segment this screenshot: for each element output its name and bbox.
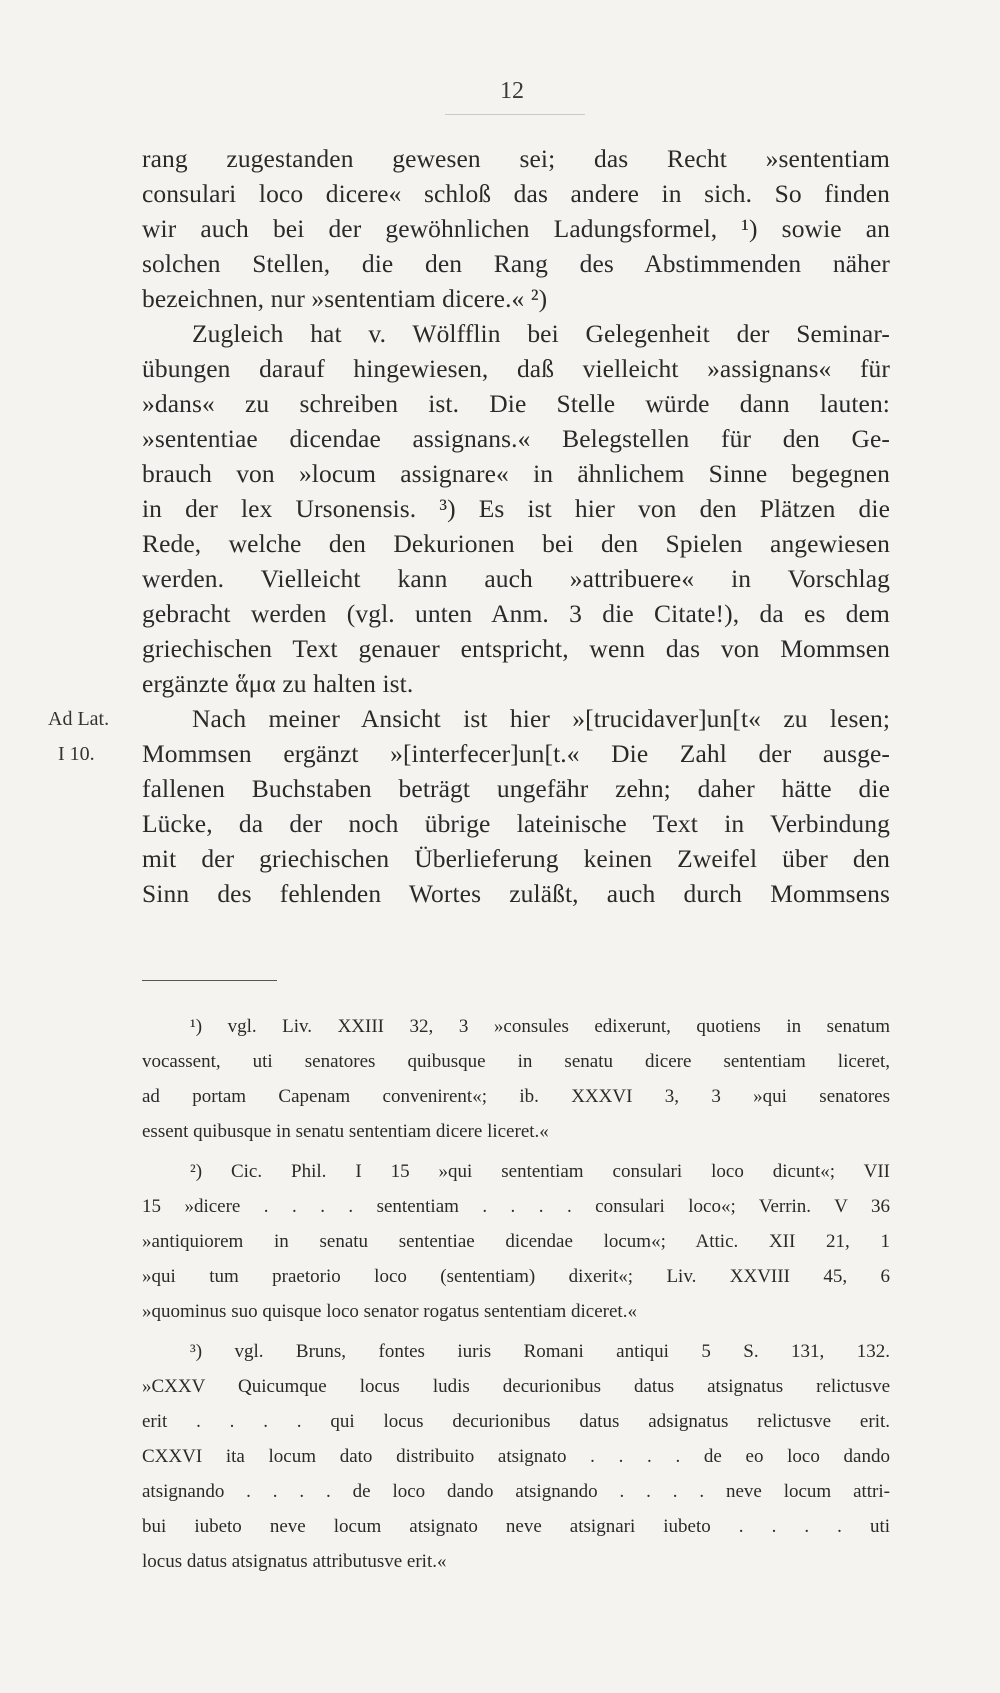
footnote-line: »qui tum praetorio loco (sententiam) dixerit«; Liv. XXVIII 45, 6	[142, 1266, 890, 1287]
body-line: Mommsen ergänzt »[interfecer]un[t.« Die Zahl der ausge-	[142, 739, 890, 768]
body-line: Sinn des fehlenden Wortes zuläßt, auch durch Mommsens	[142, 879, 890, 908]
footnote-line: »antiquiorem in senatu sententiae dicendae locum«; Attic. XII 21, 1	[142, 1231, 890, 1252]
body-line: »dans« zu schreiben ist. Die Stelle würde dann lauten:	[142, 389, 890, 418]
footnote-line: bui iubeto neve locum atsignato neve atsignari iubeto . . . . uti	[142, 1516, 890, 1537]
footnote-line: CXXVI ita locum dato distribuito atsignato . . . . de eo loco dando	[142, 1446, 890, 1467]
body-line: griechischen Text genauer entspricht, wenn das von Mommsen	[142, 634, 890, 663]
body-line: rang zugestanden gewesen sei; das Recht »sententiam	[142, 144, 890, 173]
body-line: übungen darauf hingewiesen, daß vielleicht »assignans« für	[142, 354, 890, 383]
body-line: wir auch bei der gewöhnlichen Ladungsformel, ¹) sowie an	[142, 214, 890, 243]
body-line: solchen Stellen, die den Rang des Abstimmenden näher	[142, 249, 890, 278]
body-line: Rede, welche den Dekurionen bei den Spielen angewiesen	[142, 529, 890, 558]
body-line: bezeichnen, nur »sententiam dicere.« ²)	[142, 284, 548, 313]
body-line: brauch von »locum assignare« in ähnlichem Sinne begegnen	[142, 459, 890, 488]
footnote-line: »quominus suo quisque loco senator rogatus sententiam diceret.«	[142, 1301, 637, 1322]
body-line: »sententiae dicendae assignans.« Belegstellen für den Ge-	[142, 424, 890, 453]
header-rule	[445, 114, 585, 115]
body-line: mit der griechischen Überlieferung keinen Zweifel über den	[142, 844, 890, 873]
body-line: consulari loco dicere« schloß das andere in sich. So finden	[142, 179, 890, 208]
footnote-line: erit . . . . qui locus decurionibus datus adsignatus relictusve erit.	[142, 1411, 890, 1432]
body-line: in der lex Ursonensis. ³) Es ist hier von den Plätzen die	[142, 494, 890, 523]
footnote-line: ²) Cic. Phil. I 15 »qui sententiam consulari loco dicunt«; VII	[190, 1161, 890, 1182]
footnote-line: ³) vgl. Bruns, fontes iuris Romani antiqui 5 S. 131, 132.	[190, 1341, 890, 1362]
body-line: Nach meiner Ansicht ist hier »[trucidaver]un[t« zu lesen;	[192, 704, 890, 733]
footnote-line: »CXXV Quicumque locus ludis decurionibus datus atsignatus relictusve	[142, 1376, 890, 1397]
body-line: Lücke, da der noch übrige lateinische Text in Verbindung	[142, 809, 890, 838]
footnote-line: locus datus atsignatus attributusve erit.«	[142, 1551, 447, 1572]
margin-note-ref: Ad Lat.	[48, 708, 110, 730]
footnote-line: 15 »dicere . . . . sententiam . . . . consulari loco«; Verrin. V 36	[142, 1196, 890, 1217]
footnote-line: ad portam Capenam convenirent«; ib. XXXVI 3, 3 »qui senatores	[142, 1086, 890, 1107]
footnote-line: vocassent, uti senatores quibusque in senatu dicere sententiam liceret,	[142, 1051, 890, 1072]
footnote-rule	[142, 980, 277, 981]
footnote-line: essent quibusque in senatu sententiam dicere liceret.«	[142, 1121, 549, 1142]
footnote-line: atsignando . . . . de loco dando atsignando . . . . neve locum attri-	[142, 1481, 890, 1502]
body-line: ergänzte ἅμα zu halten ist.	[142, 669, 414, 698]
footnote-line: ¹) vgl. Liv. XXIII 32, 3 »consules edixerunt, quotiens in senatum	[190, 1016, 890, 1037]
body-line: werden. Vielleicht kann auch »attribuere« in Vorschlag	[142, 564, 890, 593]
body-line: fallenen Buchstaben beträgt ungefähr zehn; daher hätte die	[142, 774, 890, 803]
page-number: 12	[500, 78, 524, 104]
body-line: Zugleich hat v. Wölfflin bei Gelegenheit der Seminar-	[192, 319, 890, 348]
margin-note-ref: I 10.	[58, 743, 95, 765]
body-line: gebracht werden (vgl. unten Anm. 3 die Citate!), da es dem	[142, 599, 890, 628]
